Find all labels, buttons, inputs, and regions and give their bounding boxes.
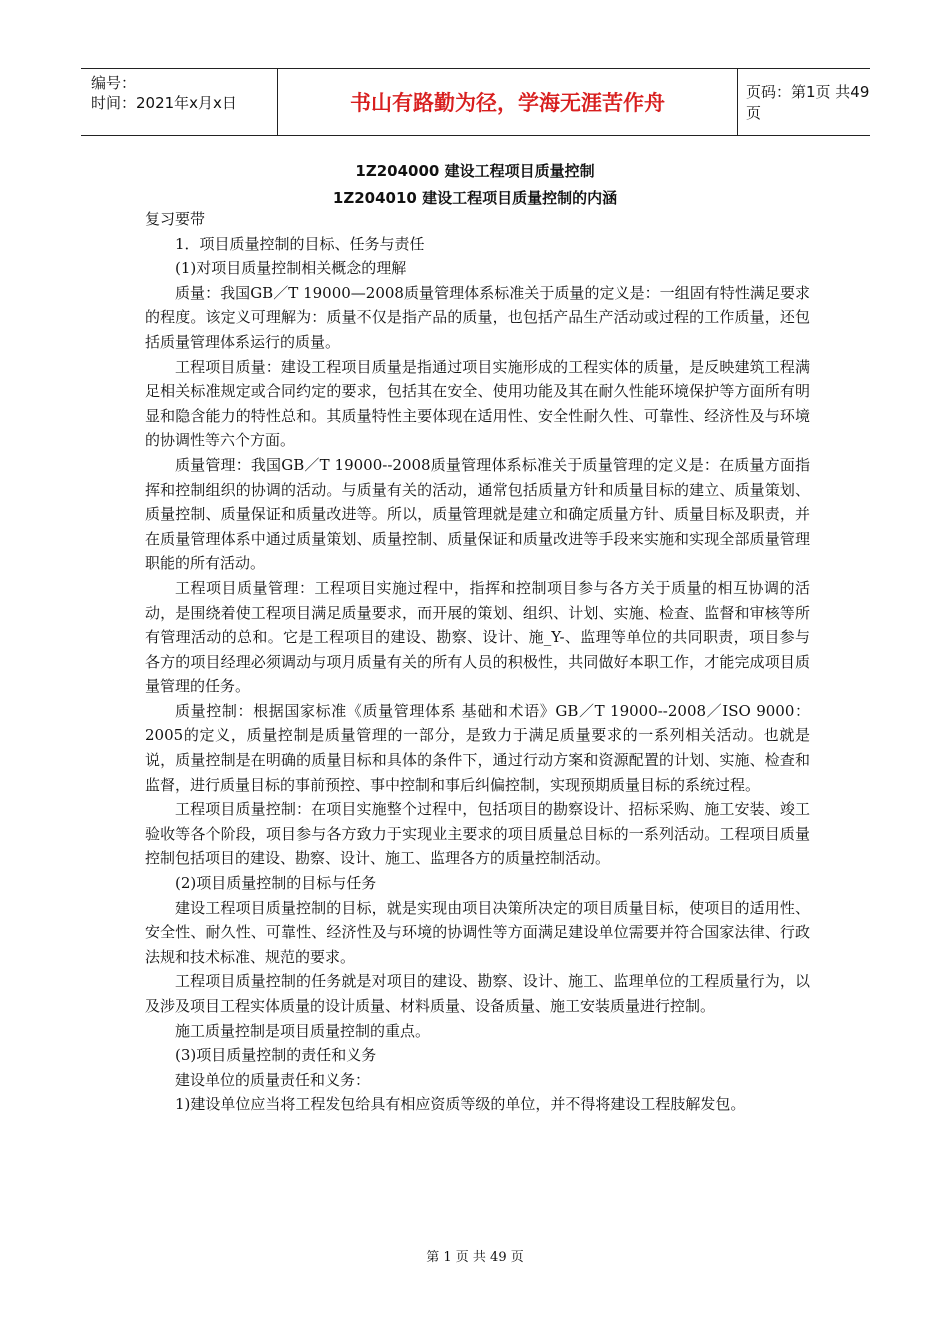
paragraph-project-quality-management: 工程项目质量管理：工程项目实施过程中，指挥和控制项目参与各方关于质量的相互协调的活动，是围绕着使工程项目满足质量要求，而开展的策划、组织、计划、实施、检查、监督和审核等所有管理活动的总和。它是工程项目的建设、勘察、设计、施_Y-、监理等单位的共同职责，项目参与各方的项目经理必须调动与项月质量有关的所有人员的积极性，共同做好本职工作，才能完成项目质量管理的任务。 <box>145 578 810 696</box>
paragraph-control-target: 建设工程项目质量控制的目标，就是实现由项目决策所决定的项目质量目标，使项目的适用性、安全性、耐久性、可靠性、经济性及与环境的协调性等方面满足建设单位需要并符合国家法律、行政法规和技术标准、规范的要求。 <box>145 898 810 966</box>
page-header <box>81 68 870 136</box>
header-motto: 书山有路勤为径，学海无涯苦作舟 <box>277 69 738 135</box>
paragraph-project-quality: 工程项目质量：建设工程项目质量是指通过项目实施形成的工程实体的质量，是反映建筑工程满足相关标准规定或合同约定的要求，包括其在安全、使用功能及其在耐久性能环境保护等方面所有明显和隐含能力的特性总和。其质量特性主要体现在适用性、安全性耐久性、可靠性、经济性及与环境的协调性等六个方面。 <box>145 357 810 450</box>
document-body <box>145 207 810 1117</box>
header-meta <box>81 69 277 135</box>
heading-1: 1．项目质量控制的目标、任务与责任 <box>175 234 425 253</box>
subheading-1: (1)对项目质量控制相关概念的理解 <box>175 259 407 278</box>
subheading-2: (2)项目质量控制的目标与任务 <box>175 874 377 893</box>
paragraph-owner-duties: 建设单位的质量责任和义务： <box>175 1070 371 1089</box>
paragraph-owner-duty-1: 1)建设单位应当将工程发包给具有相应资质等级的单位，并不得将建设工程肢解发包。 <box>175 1095 746 1114</box>
document-date: 时间：2021年x月x日 <box>91 94 237 112</box>
page-footer: 第 1 页 共 49 页 <box>426 1250 524 1265</box>
section-title: 1Z204010 建设工程项目质量控制的内涵 <box>332 189 618 207</box>
document-number-label: 编号： <box>91 74 137 92</box>
paragraph-quality-control: 质量控制：根据国家标准《质量管理体系 基础和术语》GB／T 19000--2008／ISO 9000：2005的定义，质量控制是质量管理的一部分，是致力于满足质量要求的一系列相关活动。也就是说，质量控制是在明确的质量目标和具体的条件下，通过行动方案和资源配置的计划、实施、检查和监督，进行质量目标的事前预控、事中控制和事后纠偏控制，实现预期质量目标的系统过程。 <box>145 701 810 794</box>
paragraph-project-quality-control: 工程项目质量控制：在项目实施整个过程中，包括项目的勘察设计、招标采购、施工安装、竣工验收等各个阶段，项目参与各方致力于实现业主要求的项目质量总目标的一系列活动。工程项目质量控制包括项目的建设、勘察、设计、施工、监理各方的质量控制活动。 <box>145 800 810 868</box>
paragraph-review: 复习要带 <box>145 210 206 228</box>
subheading-3: (3)项目质量控制的责任和义务 <box>175 1046 377 1065</box>
paragraph-construction-focus: 施工质量控制是项目质量控制的重点。 <box>175 1021 431 1040</box>
paragraph-quality-management: 质量管理：我国GB／T 19000--2008质量管理体系标准关于质量管理的定义是：在质量方面指挥和控制组织的协调的活动。与质量有关的活动，通常包括质量方针和质量目标的建立、质量策划、质量控制、质量保证和质量改进等。所以，质量管理就是建立和确定质量方针、质量目标及职责，并在质量管理体系中通过质量策划、质量控制、质量保证和质量改进等手段来实施和实现全部质量管理职能的所有活动。 <box>145 455 810 573</box>
paragraph-quality: 质量：我国GB／T 19000—2008质量管理体系标准关于质量的定义是：一组固有特性满足要求的程度。该定义可理解为：质量不仅是指产品的质量，也包括产品生产活动或过程的工作质量，还包括质量管理体系运行的质量。 <box>145 283 810 351</box>
paragraph-control-task: 工程项目质量控制的任务就是对项目的建设、勘察、设计、施工、监理单位的工程质量行为，以及涉及项目工程实体质量的设计质量、材料质量、设备质量、施工安装质量进行控制。 <box>145 972 810 1015</box>
header-page-info: 页码：第1页 共49页 <box>746 83 870 122</box>
chapter-title: 1Z204000 建设工程项目质量控制 <box>355 162 595 180</box>
